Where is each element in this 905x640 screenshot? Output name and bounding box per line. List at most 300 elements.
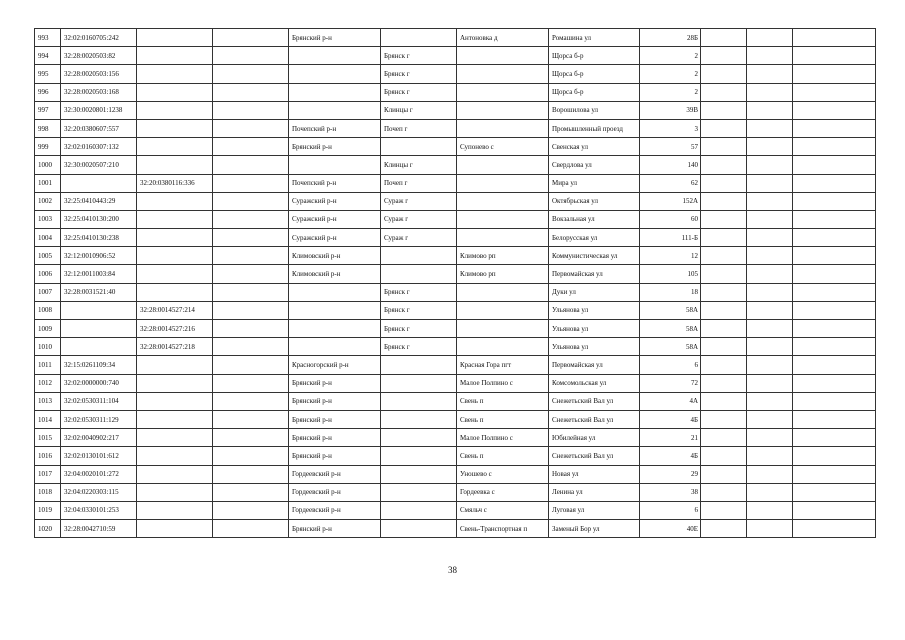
apartment-cell	[747, 138, 793, 156]
row-number-cell: 1006	[35, 265, 61, 283]
table-row	[35, 47, 876, 65]
cadastral-number-2-cell	[137, 483, 213, 501]
extra-id-cell	[213, 447, 289, 465]
table-row	[35, 210, 876, 228]
extra-id-cell	[213, 520, 289, 538]
row-number-cell: 1019	[35, 501, 61, 519]
street-cell: Вокзальная ул	[549, 210, 640, 228]
note-cell	[793, 229, 876, 247]
apartment-cell	[747, 192, 793, 210]
row-number-cell: 998	[35, 119, 61, 137]
street-cell: Свенская ул	[549, 138, 640, 156]
note-cell	[793, 356, 876, 374]
cadastral-number-cell	[61, 174, 137, 192]
building-cell	[701, 247, 747, 265]
building-cell	[701, 283, 747, 301]
settlement-cell	[457, 338, 549, 356]
extra-id-cell	[213, 501, 289, 519]
property-registry-table	[34, 28, 876, 538]
table-row	[35, 138, 876, 156]
street-cell: Свердлова ул	[549, 156, 640, 174]
cadastral-number-cell	[61, 301, 137, 319]
settlement-cell	[457, 47, 549, 65]
city-cell	[381, 520, 457, 538]
apartment-cell	[747, 283, 793, 301]
building-cell	[701, 83, 747, 101]
cadastral-number-2-cell	[137, 465, 213, 483]
building-cell	[701, 210, 747, 228]
street-cell: Октябрьская ул	[549, 192, 640, 210]
extra-id-cell	[213, 338, 289, 356]
note-cell	[793, 265, 876, 283]
table-row	[35, 83, 876, 101]
extra-id-cell	[213, 138, 289, 156]
table-row	[35, 501, 876, 519]
street-cell: Новая ул	[549, 465, 640, 483]
extra-id-cell	[213, 429, 289, 447]
settlement-cell: Свень-Транспортная п	[457, 520, 549, 538]
cadastral-number-2-cell: 32:28:0014527:216	[137, 320, 213, 338]
building-cell	[701, 483, 747, 501]
street-cell: Ульянова ул	[549, 338, 640, 356]
apartment-cell	[747, 410, 793, 428]
row-number-cell: 995	[35, 65, 61, 83]
cadastral-number-2-cell	[137, 192, 213, 210]
city-cell: Брянск г	[381, 83, 457, 101]
house-number-cell: 6	[640, 356, 701, 374]
row-number-cell: 1015	[35, 429, 61, 447]
row-number-cell: 1005	[35, 247, 61, 265]
table-row	[35, 301, 876, 319]
note-cell	[793, 192, 876, 210]
extra-id-cell	[213, 392, 289, 410]
extra-id-cell	[213, 174, 289, 192]
settlement-cell	[457, 301, 549, 319]
apartment-cell	[747, 338, 793, 356]
table-row	[35, 447, 876, 465]
building-cell	[701, 265, 747, 283]
city-cell	[381, 29, 457, 47]
district-cell: Суражский р-н	[289, 229, 381, 247]
street-cell: Комсомольская ул	[549, 374, 640, 392]
extra-id-cell	[213, 83, 289, 101]
building-cell	[701, 374, 747, 392]
apartment-cell	[747, 229, 793, 247]
table-row	[35, 29, 876, 47]
apartment-cell	[747, 101, 793, 119]
building-cell	[701, 320, 747, 338]
note-cell	[793, 138, 876, 156]
row-number-cell: 1008	[35, 301, 61, 319]
cadastral-number-cell: 32:02:0530311:104	[61, 392, 137, 410]
cadastral-number-2-cell	[137, 65, 213, 83]
cadastral-number-2-cell	[137, 83, 213, 101]
settlement-cell: Красная Гора пгт	[457, 356, 549, 374]
building-cell	[701, 119, 747, 137]
building-cell	[701, 47, 747, 65]
district-cell	[289, 83, 381, 101]
cadastral-number-cell: 32:02:0160705:242	[61, 29, 137, 47]
house-number-cell: 152А	[640, 192, 701, 210]
street-cell: Юбилейная ул	[549, 429, 640, 447]
street-cell: Луговая ул	[549, 501, 640, 519]
cadastral-number-2-cell	[137, 101, 213, 119]
cadastral-number-cell: 32:25:0410130:238	[61, 229, 137, 247]
settlement-cell: Супонево с	[457, 138, 549, 156]
street-cell: Первомайская ул	[549, 265, 640, 283]
row-number-cell: 1000	[35, 156, 61, 174]
settlement-cell: Гордеевка с	[457, 483, 549, 501]
settlement-cell	[457, 156, 549, 174]
district-cell: Суражский р-н	[289, 192, 381, 210]
building-cell	[701, 138, 747, 156]
district-cell: Гордеевский р-н	[289, 465, 381, 483]
note-cell	[793, 174, 876, 192]
cadastral-number-2-cell	[137, 374, 213, 392]
city-cell: Брянск г	[381, 320, 457, 338]
district-cell: Брянский р-н	[289, 374, 381, 392]
cadastral-number-cell: 32:28:0020503:156	[61, 65, 137, 83]
district-cell: Красногорский р-н	[289, 356, 381, 374]
district-cell	[289, 47, 381, 65]
house-number-cell: 60	[640, 210, 701, 228]
city-cell	[381, 356, 457, 374]
row-number-cell: 1016	[35, 447, 61, 465]
building-cell	[701, 465, 747, 483]
note-cell	[793, 119, 876, 137]
city-cell: Сураж г	[381, 229, 457, 247]
table-row	[35, 229, 876, 247]
district-cell: Климовский р-н	[289, 265, 381, 283]
cadastral-number-cell: 32:28:0020503:82	[61, 47, 137, 65]
apartment-cell	[747, 429, 793, 447]
note-cell	[793, 29, 876, 47]
street-cell: Снежетьский Вал ул	[549, 410, 640, 428]
city-cell: Клинцы г	[381, 156, 457, 174]
table-row	[35, 356, 876, 374]
table-row	[35, 320, 876, 338]
page-number: 38	[448, 565, 457, 575]
house-number-cell: 2	[640, 65, 701, 83]
cadastral-number-cell: 32:20:0380607:557	[61, 119, 137, 137]
table-row	[35, 392, 876, 410]
cadastral-number-cell: 32:25:0410130:200	[61, 210, 137, 228]
house-number-cell: 58А	[640, 301, 701, 319]
row-number-cell: 1012	[35, 374, 61, 392]
house-number-cell: 72	[640, 374, 701, 392]
building-cell	[701, 156, 747, 174]
row-number-cell: 1007	[35, 283, 61, 301]
cadastral-number-cell: 32:04:0220303:115	[61, 483, 137, 501]
house-number-cell: 140	[640, 156, 701, 174]
house-number-cell: 57	[640, 138, 701, 156]
house-number-cell: 105	[640, 265, 701, 283]
cadastral-number-2-cell	[137, 229, 213, 247]
apartment-cell	[747, 356, 793, 374]
building-cell	[701, 174, 747, 192]
cadastral-number-cell: 32:28:0031521:40	[61, 283, 137, 301]
building-cell	[701, 101, 747, 119]
street-cell: Ульянова ул	[549, 320, 640, 338]
settlement-cell	[457, 192, 549, 210]
note-cell	[793, 447, 876, 465]
settlement-cell: Смяльч с	[457, 501, 549, 519]
building-cell	[701, 301, 747, 319]
table-row	[35, 101, 876, 119]
cadastral-number-cell: 32:15:0261109:34	[61, 356, 137, 374]
house-number-cell: 4Б	[640, 410, 701, 428]
apartment-cell	[747, 47, 793, 65]
house-number-cell: 40Е	[640, 520, 701, 538]
apartment-cell	[747, 83, 793, 101]
settlement-cell	[457, 320, 549, 338]
note-cell	[793, 392, 876, 410]
table-row	[35, 338, 876, 356]
note-cell	[793, 483, 876, 501]
apartment-cell	[747, 247, 793, 265]
street-cell: Щорса б-р	[549, 83, 640, 101]
street-cell: Заменый Бор ул	[549, 520, 640, 538]
table-row	[35, 247, 876, 265]
apartment-cell	[747, 174, 793, 192]
building-cell	[701, 429, 747, 447]
settlement-cell: Свень п	[457, 410, 549, 428]
street-cell: Ромашина ул	[549, 29, 640, 47]
apartment-cell	[747, 210, 793, 228]
city-cell	[381, 465, 457, 483]
cadastral-number-cell	[61, 320, 137, 338]
city-cell: Почеп г	[381, 174, 457, 192]
extra-id-cell	[213, 29, 289, 47]
note-cell	[793, 301, 876, 319]
street-cell: Щорса б-р	[549, 65, 640, 83]
settlement-cell	[457, 65, 549, 83]
street-cell: Промышленный проезд	[549, 119, 640, 137]
cadastral-number-cell: 32:12:0010906:52	[61, 247, 137, 265]
cadastral-number-2-cell	[137, 119, 213, 137]
note-cell	[793, 210, 876, 228]
house-number-cell: 39В	[640, 101, 701, 119]
apartment-cell	[747, 520, 793, 538]
table-row	[35, 283, 876, 301]
note-cell	[793, 83, 876, 101]
district-cell: Почепский р-н	[289, 174, 381, 192]
row-number-cell: 1002	[35, 192, 61, 210]
extra-id-cell	[213, 101, 289, 119]
cadastral-number-cell: 32:02:0530311:129	[61, 410, 137, 428]
settlement-cell: Свень п	[457, 447, 549, 465]
extra-id-cell	[213, 320, 289, 338]
building-cell	[701, 356, 747, 374]
cadastral-number-2-cell	[137, 210, 213, 228]
building-cell	[701, 192, 747, 210]
cadastral-number-cell: 32:04:0020101:272	[61, 465, 137, 483]
apartment-cell	[747, 119, 793, 137]
note-cell	[793, 465, 876, 483]
settlement-cell: Малое Полпино с	[457, 374, 549, 392]
district-cell	[289, 338, 381, 356]
apartment-cell	[747, 447, 793, 465]
district-cell	[289, 320, 381, 338]
apartment-cell	[747, 501, 793, 519]
settlement-cell	[457, 174, 549, 192]
cadastral-number-cell: 32:02:0160307:132	[61, 138, 137, 156]
row-number-cell: 1014	[35, 410, 61, 428]
note-cell	[793, 429, 876, 447]
city-cell	[381, 392, 457, 410]
district-cell: Климовский р-н	[289, 247, 381, 265]
apartment-cell	[747, 265, 793, 283]
city-cell: Брянск г	[381, 301, 457, 319]
cadastral-number-2-cell	[137, 156, 213, 174]
apartment-cell	[747, 65, 793, 83]
apartment-cell	[747, 374, 793, 392]
registry-table-body	[35, 29, 876, 538]
district-cell: Брянский р-н	[289, 138, 381, 156]
cadastral-number-2-cell: 32:28:0014527:214	[137, 301, 213, 319]
house-number-cell: 62	[640, 174, 701, 192]
district-cell	[289, 65, 381, 83]
extra-id-cell	[213, 229, 289, 247]
building-cell	[701, 29, 747, 47]
row-number-cell: 1001	[35, 174, 61, 192]
table-row	[35, 156, 876, 174]
cadastral-number-cell: 32:02:0130101:612	[61, 447, 137, 465]
city-cell	[381, 138, 457, 156]
street-cell: Ульянова ул	[549, 301, 640, 319]
cadastral-number-2-cell	[137, 47, 213, 65]
note-cell	[793, 520, 876, 538]
district-cell: Брянский р-н	[289, 429, 381, 447]
note-cell	[793, 47, 876, 65]
city-cell: Сураж г	[381, 210, 457, 228]
row-number-cell: 1017	[35, 465, 61, 483]
settlement-cell: Уношево с	[457, 465, 549, 483]
table-row	[35, 374, 876, 392]
building-cell	[701, 65, 747, 83]
settlement-cell: Малое Полпино с	[457, 429, 549, 447]
house-number-cell: 2	[640, 47, 701, 65]
table-row	[35, 65, 876, 83]
extra-id-cell	[213, 374, 289, 392]
note-cell	[793, 338, 876, 356]
row-number-cell: 1018	[35, 483, 61, 501]
row-number-cell: 996	[35, 83, 61, 101]
house-number-cell: 28Б	[640, 29, 701, 47]
note-cell	[793, 101, 876, 119]
street-cell: Коммунистическая ул	[549, 247, 640, 265]
city-cell	[381, 483, 457, 501]
extra-id-cell	[213, 410, 289, 428]
cadastral-number-cell: 32:28:0042710:59	[61, 520, 137, 538]
district-cell	[289, 101, 381, 119]
table-row	[35, 265, 876, 283]
house-number-cell: 3	[640, 119, 701, 137]
extra-id-cell	[213, 119, 289, 137]
row-number-cell: 1003	[35, 210, 61, 228]
city-cell: Сураж г	[381, 192, 457, 210]
settlement-cell: Климово рп	[457, 265, 549, 283]
house-number-cell: 38	[640, 483, 701, 501]
cadastral-number-2-cell	[137, 501, 213, 519]
street-cell: Ленина ул	[549, 483, 640, 501]
street-cell: Мира ул	[549, 174, 640, 192]
apartment-cell	[747, 465, 793, 483]
table-row	[35, 429, 876, 447]
extra-id-cell	[213, 156, 289, 174]
row-number-cell: 1020	[35, 520, 61, 538]
cadastral-number-2-cell	[137, 520, 213, 538]
note-cell	[793, 65, 876, 83]
street-cell: Ворошилова ул	[549, 101, 640, 119]
district-cell: Брянский р-н	[289, 520, 381, 538]
note-cell	[793, 156, 876, 174]
house-number-cell: 18	[640, 283, 701, 301]
settlement-cell	[457, 83, 549, 101]
street-cell: Белорусская ул	[549, 229, 640, 247]
cadastral-number-2-cell: 32:28:0014527:218	[137, 338, 213, 356]
building-cell	[701, 392, 747, 410]
city-cell	[381, 247, 457, 265]
district-cell	[289, 156, 381, 174]
district-cell: Гордеевский р-н	[289, 501, 381, 519]
apartment-cell	[747, 320, 793, 338]
settlement-cell	[457, 101, 549, 119]
city-cell	[381, 429, 457, 447]
apartment-cell	[747, 392, 793, 410]
building-cell	[701, 410, 747, 428]
city-cell: Клинцы г	[381, 101, 457, 119]
house-number-cell: 4А	[640, 392, 701, 410]
note-cell	[793, 374, 876, 392]
district-cell	[289, 301, 381, 319]
house-number-cell: 2	[640, 83, 701, 101]
note-cell	[793, 283, 876, 301]
cadastral-number-cell	[61, 338, 137, 356]
cadastral-number-2-cell	[137, 29, 213, 47]
settlement-cell: Свень п	[457, 392, 549, 410]
table-row	[35, 192, 876, 210]
table-row	[35, 410, 876, 428]
settlement-cell	[457, 283, 549, 301]
house-number-cell: 29	[640, 465, 701, 483]
extra-id-cell	[213, 301, 289, 319]
street-cell: Дуки ул	[549, 283, 640, 301]
city-cell	[381, 265, 457, 283]
district-cell	[289, 283, 381, 301]
extra-id-cell	[213, 47, 289, 65]
building-cell	[701, 229, 747, 247]
house-number-cell: 58А	[640, 320, 701, 338]
district-cell: Суражский р-н	[289, 210, 381, 228]
extra-id-cell	[213, 265, 289, 283]
city-cell	[381, 374, 457, 392]
extra-id-cell	[213, 65, 289, 83]
district-cell: Почепский р-н	[289, 119, 381, 137]
cadastral-number-2-cell	[137, 392, 213, 410]
cadastral-number-cell: 32:28:0020503:168	[61, 83, 137, 101]
cadastral-number-2-cell	[137, 429, 213, 447]
apartment-cell	[747, 156, 793, 174]
city-cell: Брянск г	[381, 283, 457, 301]
cadastral-number-cell: 32:12:0011003:84	[61, 265, 137, 283]
note-cell	[793, 501, 876, 519]
house-number-cell: 58А	[640, 338, 701, 356]
house-number-cell: 4Б	[640, 447, 701, 465]
cadastral-number-cell: 32:25:0410443:29	[61, 192, 137, 210]
row-number-cell: 994	[35, 47, 61, 65]
district-cell: Брянский р-н	[289, 447, 381, 465]
